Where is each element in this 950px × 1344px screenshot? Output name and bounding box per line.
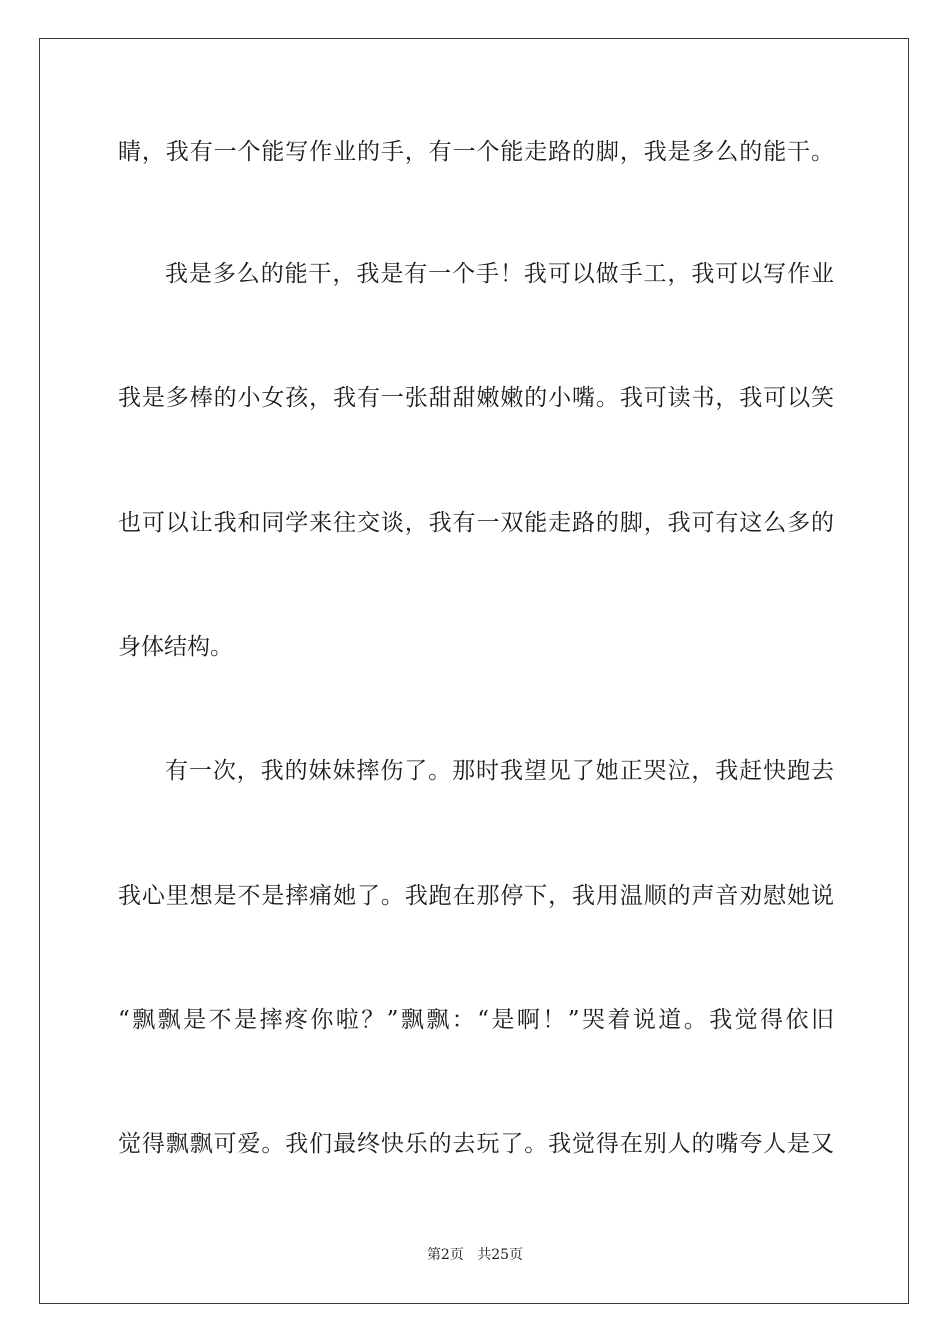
text-line-4: 也可以让我和同学来往交谈，我有一双能走路的脚，我可有这么多的 [118,510,834,536]
text-line-1: 睛，我有一个能写作业的手，有一个能走路的脚，我是多么的能干。 [118,139,834,165]
page-footer [0,1246,950,1264]
text-line-9: 觉得飘飘可爱。我们最终快乐的去玩了。我觉得在别人的嘴夸人是又 [118,1131,834,1157]
text-line-2: 我是多么的能干，我是有一个手！我可以做手工，我可以写作业 [165,261,834,287]
text-line-6: 有一次，我的妹妹摔伤了。那时我望见了她正哭泣，我赶快跑去 [165,758,834,784]
text-line-8: “飘飘是不是摔疼你啦？”飘飘：“是啊！”哭着说道。我觉得依旧 [118,1007,834,1033]
text-line-5: 身体结构。 [118,634,233,660]
text-line-3: 我是多棒的小女孩，我有一张甜甜嫩嫩的小嘴。我可读书，我可以笑 [118,385,834,411]
page-frame [39,38,909,1304]
page-total: 共25页 [477,1247,524,1263]
text-line-7: 我心里想是不是摔痛她了。我跑在那停下，我用温顺的声音劝慰她说 [118,883,834,909]
page-number: 第2页 [426,1247,464,1263]
